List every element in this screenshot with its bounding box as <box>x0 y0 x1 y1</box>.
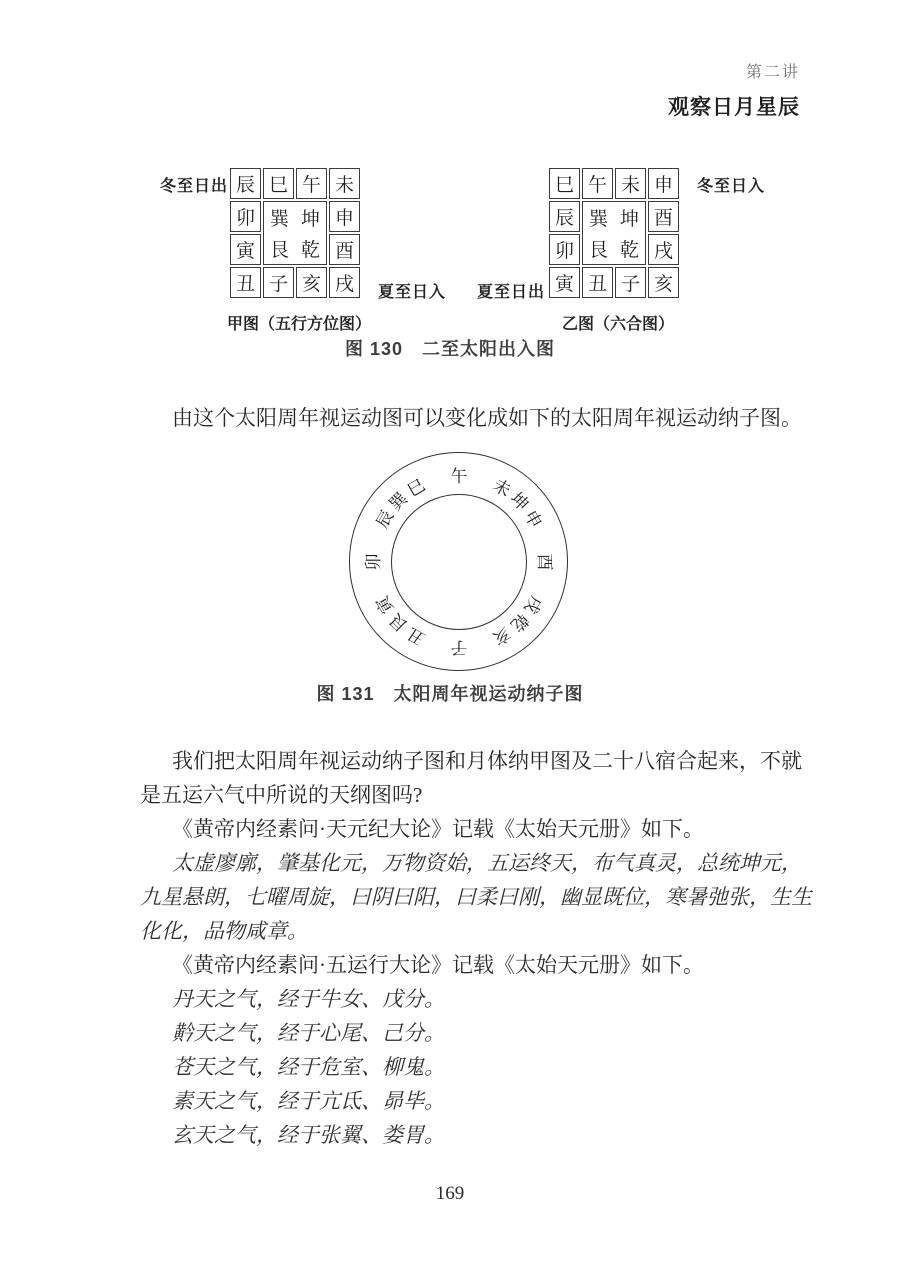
grid-cell: 戌 <box>648 234 679 265</box>
ring-char: 寅 <box>372 592 397 618</box>
grid-cell: 巳 <box>263 168 294 199</box>
label-summer-sunrise: 夏至日出 <box>477 284 546 301</box>
ring-char: 午 <box>450 466 468 486</box>
ring-char: 子 <box>450 638 468 658</box>
text-line: 黅天之气，经于心尾、己分。 <box>172 1021 445 1045</box>
ring-char: 巳 <box>403 475 429 500</box>
intro-paragraph: 由这个太阳周年视运动图可以变化成如下的太阳周年视运动纳子图。 <box>172 406 802 430</box>
grid-cell: 寅 <box>230 234 261 265</box>
grid-cell: 亥 <box>648 267 679 298</box>
text-line: 素天之气，经于亢氐、昴毕。 <box>172 1089 445 1113</box>
grid-jia <box>228 166 362 300</box>
grid-cell: 酉 <box>329 234 360 265</box>
grid-cell: 未 <box>329 168 360 199</box>
trigram-char: 坤 <box>619 209 639 230</box>
figure-131-caption: 图 131 太阳周年视运动纳子图 <box>316 684 584 704</box>
grid-cell: 卯 <box>230 201 261 232</box>
page-header <box>668 64 800 119</box>
grid-center-cell <box>263 201 327 265</box>
grid-cell: 午 <box>582 168 613 199</box>
inner-circle <box>391 494 527 630</box>
ring-char: 艮 <box>385 610 411 636</box>
ring-char: 乾 <box>507 610 533 636</box>
grid-cell: 子 <box>263 267 294 298</box>
trigram-char: 巽 <box>269 209 289 230</box>
grid-cell: 酉 <box>648 201 679 232</box>
text-line: 苍天之气，经于危室、柳鬼。 <box>172 1055 445 1079</box>
ring-char: 卯 <box>363 553 383 571</box>
ring-char: 申 <box>521 506 546 532</box>
grid-cell: 未 <box>615 168 646 199</box>
text-line: 《黄帝内经素问·五运行大论》记载《太始天元册》如下。 <box>172 953 704 977</box>
grid-cell: 申 <box>648 168 679 199</box>
grid-cell: 巳 <box>549 168 580 199</box>
grid-caption-yi: 乙图（六合图） <box>561 316 674 333</box>
ring-char: 戌 <box>521 592 546 618</box>
grid-cell: 亥 <box>296 267 327 298</box>
grid-cell: 午 <box>296 168 327 199</box>
label-winter-sunset: 冬至日入 <box>697 178 766 195</box>
grid-cell: 子 <box>615 267 646 298</box>
grid-cell: 辰 <box>549 201 580 232</box>
grid-cell: 卯 <box>549 234 580 265</box>
grid-cell: 申 <box>329 201 360 232</box>
ring-char: 亥 <box>489 624 515 649</box>
chapter-label: 第二讲 <box>745 64 800 81</box>
ring-char: 酉 <box>535 553 555 571</box>
grid-cell: 丑 <box>230 267 261 298</box>
grid-cell: 辰 <box>230 168 261 199</box>
text-line: 是五运六气中所说的天纲图吗? <box>140 783 423 807</box>
text-line: 《黄帝内经素问·天元纪大论》记载《太始天元册》如下。 <box>172 817 704 841</box>
trigram-char: 艮 <box>269 240 289 261</box>
text-line: 丹天之气，经于牛女、戊分。 <box>172 987 445 1011</box>
label-winter-sunrise: 冬至日出 <box>160 178 229 195</box>
trigram-char: 乾 <box>619 240 639 261</box>
label-summer-sunset: 夏至日入 <box>378 284 447 301</box>
text-line: 太 虚 廖 廓 ， 肇 基 化 元 ， 万 物 资 始 ， 五 运 终 天 ， 布 气 真 灵 ， 总 统 坤 元 ， <box>172 851 802 875</box>
text-line: 我 们 把 太 阳 周 年 视 运 动 纳 子 图 和 月 体 纳 甲 图 及 二 十 八 宿 合 起 来 ， 不 就 <box>172 749 802 773</box>
grid-cell: 戌 <box>329 267 360 298</box>
text-line: 玄天之气，经于张翼、娄胃。 <box>172 1123 445 1147</box>
page-number: 169 <box>435 1183 465 1204</box>
trigram-char: 坤 <box>300 209 320 230</box>
nazi-circle <box>349 452 569 672</box>
grid-yi <box>547 166 681 300</box>
grid-center-cell <box>582 201 646 265</box>
grid-caption-jia: 甲图（五行方位图） <box>226 316 371 333</box>
ring-char: 巽 <box>385 488 411 514</box>
ring-char: 辰 <box>372 506 397 532</box>
figure-130-caption: 图 130 二至太阳出入图 <box>344 339 556 359</box>
ring-char: 未 <box>489 475 515 500</box>
trigram-char: 艮 <box>588 240 608 261</box>
text-line: 九 星 悬 朗 ， 七 曜 周 旋 ， 曰 阴 曰 阳 ， 曰 柔 曰 刚 ， 幽 显 既 位 ， 寒 暑 弛 张 ， 生 生 <box>140 885 812 909</box>
section-title: 观察日月星辰 <box>668 96 800 119</box>
trigram-char: 乾 <box>300 240 320 261</box>
grid-cell: 寅 <box>549 267 580 298</box>
grid-cell: 丑 <box>582 267 613 298</box>
trigram-char: 巽 <box>588 209 608 230</box>
body-text <box>140 744 812 1152</box>
ring-char: 丑 <box>403 624 429 649</box>
text-line: 化化，品物咸章。 <box>140 919 308 943</box>
ring-char: 坤 <box>507 488 533 514</box>
